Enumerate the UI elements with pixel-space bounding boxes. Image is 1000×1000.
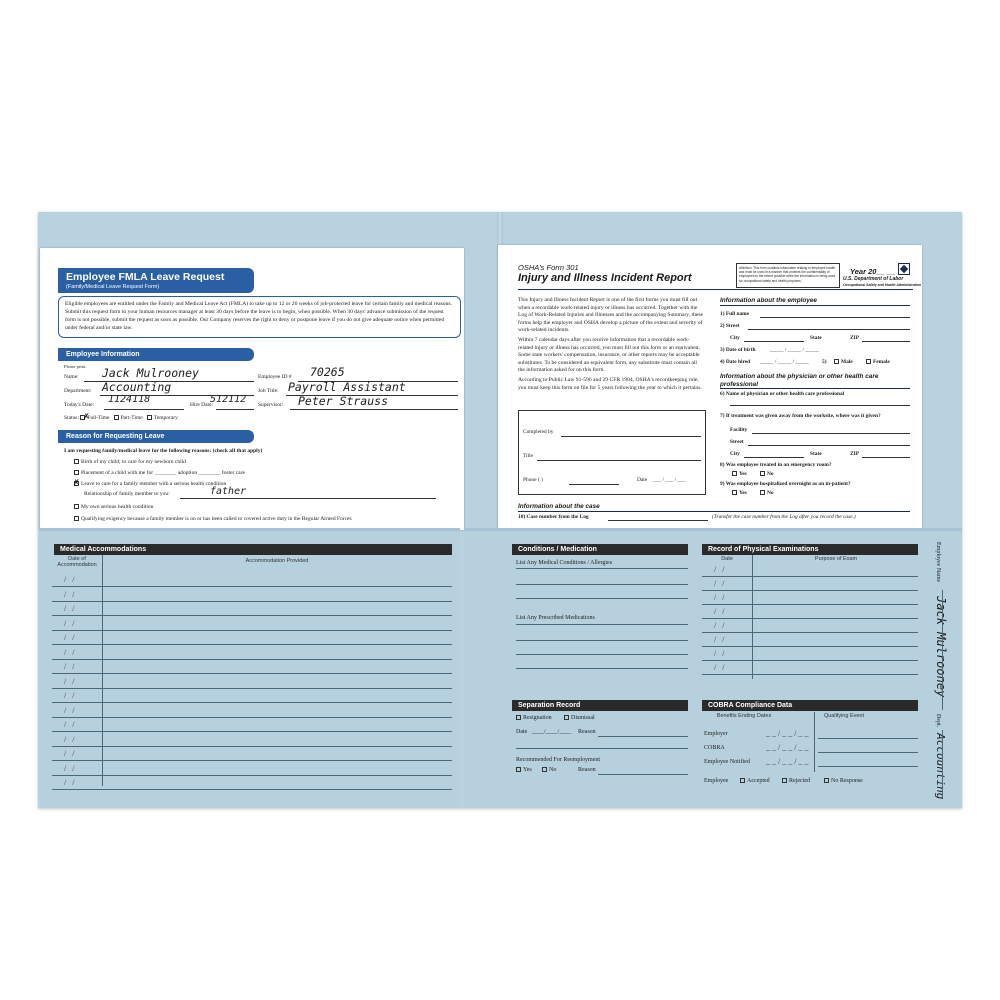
todays-date-line [104,409,184,410]
accommodation-column-header: Accommodation Provided [245,558,309,564]
dismissal-checkbox[interactable] [564,715,569,720]
title-label: Title [523,453,533,459]
accommodation-date[interactable]: / / [64,691,77,700]
hosp-no: No [760,490,774,496]
resignation-checkbox[interactable] [516,715,521,720]
medications-line[interactable] [516,640,688,641]
date-label: Date [637,477,648,483]
accommodation-row[interactable] [52,760,452,761]
relationship-line [180,498,436,499]
female-checkbox[interactable] [866,359,871,364]
facility-city-label: City [730,451,740,457]
facility-zip-label: ZIP [850,451,859,457]
cobra-employer-label: Employer [704,731,728,737]
date-hired-slashes: _____ / _____ / _____ [760,359,809,365]
accommodation-row[interactable] [52,673,452,674]
exam-row[interactable] [702,674,918,675]
accommodation-row[interactable] [52,775,452,776]
cobra-notified-label: Employee Notified [704,759,750,765]
female-option: Female [866,359,890,365]
osha-paragraph: This Injury and Illness Incident Report is one of the first forms you must fill out when a recordable work-related injury or illness has occurred. Together with the Log of Work-Related Injuries and Illnesses and the accompanying Summary, these forms help the employer and OSHA develop a picture of the extent and severity of work-related incidents. [518,297,704,334]
resignation-option: Resignation [516,715,552,721]
date-slashes: ___ / ___ / ___ [653,477,686,483]
supervisor-label: Supervisor: [258,402,284,408]
fmla-subtitle: (Family/Medical Leave Request Form) [66,284,160,290]
employee-id-value[interactable]: 70265 [310,365,345,379]
hospitalized-question: 9) Was employee hospitalized overnight as an in-patient? [720,481,851,487]
cobra-employee-label: Employee [704,778,729,784]
relationship-label: Relationship of family member to you: [84,491,170,497]
accommodation-date[interactable]: / / [64,676,77,686]
job-title-label: Job Title: [258,388,279,394]
accommodation-date[interactable]: / / [64,662,77,671]
status-label: Status: [64,415,79,421]
accommodation-date[interactable]: / / [64,778,77,787]
exam-date[interactable]: / / [714,621,727,630]
osha-year: Year 20__ __ [850,267,896,276]
cobra-event-line[interactable] [818,752,918,753]
rehire-reason-line[interactable] [598,774,688,775]
accommodation-row[interactable] [52,717,452,718]
exam-row[interactable] [702,660,918,661]
accommodation-date[interactable]: / / [64,720,77,729]
please-print-note: Please print. [64,364,87,369]
rehire-reason-label: Reason [578,767,596,773]
conditions-line[interactable] [516,568,688,569]
job-title-value[interactable]: Payroll Assistant [288,380,406,394]
accommodation-row[interactable] [52,702,452,703]
tab-name-label: Employee Name [935,542,941,583]
department-value[interactable]: Accounting [102,380,172,394]
male-checkbox[interactable] [834,359,839,364]
supervisor-value[interactable]: Peter Strauss [298,394,389,408]
accommodation-row[interactable] [52,630,452,631]
er-yes-checkbox[interactable] [732,471,737,476]
dob-label: 3) Date of birth [720,347,756,353]
date-column-header: Date of Accommodation [57,556,97,568]
status-parttime-checkbox[interactable] [114,415,119,420]
osha-paragraph: Within 7 calendar days after you receive information that a recordable work-related injury or illness has occurred, you must fill out this form or an equivalent. Some state workers' compensation, insurance, or other reports may be acceptable substitutes. To be considered an equivalent form, any substitute must contain all the information asked for on this form. [518,336,701,374]
exam-date[interactable]: / / [714,565,727,574]
sep-date-label: Date [516,729,528,735]
employee-id-label: Employee ID # [258,374,292,380]
accommodation-date[interactable]: / / [64,589,77,599]
reason-item: Qualifying exigency because a family member is on or has been called to covered active duty in the Regular Armed Forces [74,516,352,523]
facility-zip-line[interactable] [862,457,910,458]
city-label: City [730,335,740,341]
exam-purpose-header: Purpose of Exam [814,556,858,562]
status-parttime-label: Part-Time [120,415,143,421]
facility-street-label: Street [730,439,744,445]
er-question: 8) Was employee treated in an emergency room? [720,462,832,468]
zip-label: ZIP [850,335,859,341]
medications-line[interactable] [516,668,688,669]
todays-date-value[interactable]: 1124118 [108,394,151,405]
rehire-yes-checkbox[interactable] [516,767,521,772]
fmla-intro: Eligible employees are entitled under the Family and Medical Leave Act (FMLA) to take up to 12 or 26 weeks of job-protected leave for certain family and medical reasons. Submit this request form to your human resources manager at least 30 days before the leave is to begin, when possible. When 30 days' advance submission of the request form is not possible, submit the request as soon as possible. Our Company reserves the right to deny or postpone leave if you do not give adequate notice when permitted under federal and/or state law. [58,296,461,338]
sep-reason-line[interactable] [598,736,688,737]
employee-info-heading: Information about the employee [720,297,817,304]
accommodation-row[interactable] [52,731,452,732]
reason-checkbox[interactable] [74,459,79,464]
hire-date-value[interactable]: 512112 [210,394,247,405]
date-hired-label: 4) Date hired [720,359,751,365]
case-info-heading: Information about the case [518,503,600,510]
facility-street-line[interactable] [748,445,910,446]
street-line[interactable] [748,329,910,330]
reason-header: Reason for Requesting Leave [58,430,254,443]
zip-line[interactable] [862,341,910,342]
fmla-leave-request-form [40,248,464,530]
medical-accommodations-bar: Medical Accommodations [54,544,452,555]
case-number-label: 10) Case number from the Log [518,514,589,520]
facility-city-line[interactable] [744,457,804,458]
conditions-line[interactable] [516,584,688,585]
conditions-label: List Any Medical Conditions / Allergies [516,560,613,566]
street-label: 2) Street [720,323,740,329]
case-number-line[interactable] [608,520,708,521]
case-info-rule [518,511,910,512]
exam-row[interactable] [702,632,918,633]
separation-bar: Separation Record [512,700,688,711]
accommodation-date[interactable]: / / [64,633,77,642]
sep-reason-line[interactable] [516,748,688,749]
reason-item: Placement of a child with me for ________ adoption ________ foster care [74,470,245,477]
cobra-rejected: Rejected [782,778,810,784]
facility-line[interactable] [752,433,910,434]
osha-instructions [518,297,704,394]
tab-name-line [942,590,943,710]
osha-paragraph: According to Public Law 91-596 and 29 CFR 1904, OSHA's recordkeeping rule, you must keep this form on file for 5 years following the year to which it pertains. [518,376,702,391]
tab-name-value[interactable]: Jack Mulrooney [934,596,948,698]
status-temporary-label: Temporary [153,415,178,421]
osha-attention-box: Attention: This form contains information relating to employee health and must be used in a manner that protects the confidentiality of employees to the extent possible while the information is being used for occupational safety and health purposes. [736,263,840,288]
left-pocket [40,528,460,808]
sep-date-slashes: ____/____/____ [532,729,572,735]
city-line[interactable] [744,341,804,342]
rehire-no: No [542,767,556,773]
accommodation-date[interactable]: / / [64,575,77,584]
reason-intro: I am requesting family/medical leave for the following reasons: (check all that apply) [64,448,263,454]
accommodation-date[interactable]: / / [64,763,77,773]
case-note: (Transfer the case number from the Log after you record the case.) [712,514,856,520]
treatment-location-label: 7) If treatment was given away from the worksite, where was it given? [720,413,881,419]
tab-dept-block [932,714,950,799]
osha-dept-name: U.S. Department of Labor [843,276,904,282]
facility-state-label: State [810,451,822,457]
exams-bar: Record of Physical Examinations [702,544,918,555]
cobra-notified-date[interactable]: __/__/__ [766,757,811,766]
accommodation-row[interactable] [52,615,452,616]
hosp-yes-checkbox[interactable] [732,490,737,495]
name-value[interactable]: Jack Mulrooney [102,366,199,380]
accommodation-row[interactable] [52,601,452,602]
reason-item: My own serious health condition [74,504,153,511]
employee-info-rule [720,305,910,306]
exam-date[interactable]: / / [714,579,727,588]
cobra-event-line[interactable] [818,738,918,739]
physician-name-line[interactable] [730,405,910,406]
osha-dept [843,277,921,288]
completed-by-box [518,410,706,495]
medications-label: List Any Prescribed Medications [516,615,595,621]
osha-dept-sub: Occupational Safety and Health Administration [843,282,922,287]
sep-reason-label: Reason [578,729,596,735]
full-name-label: 1) Full name [720,311,750,317]
fmla-title-bar [58,268,254,293]
exam-date[interactable]: / / [714,607,727,616]
exam-row[interactable] [702,646,918,647]
cobra-employer-date[interactable]: __/__/__ [766,729,811,738]
fmla-title: Employee FMLA Leave Request [66,271,225,283]
cobra-bar: COBRA Compliance Data [702,700,918,711]
cobra-cobra-date[interactable]: __/__/__ [766,743,811,752]
exam-row[interactable] [702,576,918,577]
reason-checkbox[interactable] [74,504,79,509]
tab-dept-value[interactable]: Accounting [934,733,947,800]
accommodation-row[interactable] [52,644,452,645]
er-yes: Yes [732,471,747,477]
relationship-value[interactable]: father [210,486,247,497]
hosp-no-checkbox[interactable] [760,490,765,495]
cobra-accepted-checkbox[interactable] [740,778,745,783]
full-name-line[interactable] [760,317,910,318]
accommodation-date[interactable]: / / [64,749,77,758]
hire-date-label: Hire Date: [190,402,214,408]
right-pocket [464,528,962,808]
status-fulltime-label: Full-Time [87,415,110,421]
exam-date[interactable]: / / [714,663,727,672]
er-no-checkbox[interactable] [760,471,765,476]
exam-date-header: Date [721,556,733,562]
state-label: State [810,335,822,341]
osha-title-rule [518,289,913,290]
tab-dept-label: Dept. [935,714,941,728]
male-option: Male [834,359,853,365]
cobra-cobra-label: COBRA [704,745,725,751]
physician-info-rule [720,388,910,389]
exam-row[interactable] [702,590,918,591]
physician-info-heading: Information about the physician or other health care professional [720,373,879,388]
osha-form-number: OSHA's Form 301 [518,263,579,272]
cobra-column-divider [814,712,815,772]
dob-slashes: _____ / _____ / _____ [770,347,819,353]
reason-checkbox[interactable] [74,516,79,521]
osha-title: Injury and Illness Incident Report [518,272,692,284]
accommodation-date[interactable]: / / [64,618,77,628]
title-line[interactable] [537,460,701,461]
department-label: Department: [64,388,92,394]
rehire-no-checkbox[interactable] [542,767,547,772]
hire-date-line [216,409,254,410]
todays-date-label: Today's Date: [64,402,95,408]
status-temporary-checkbox[interactable] [147,415,152,420]
completed-by-label: Completed by [523,429,554,435]
dol-logo-icon [898,263,910,275]
accommodation-row[interactable] [52,586,452,587]
rehire-label: Recommended For Reemployment [516,757,600,763]
physician-name-label: 6) Name of physician or other health care professional [720,391,845,397]
conditions-line[interactable] [516,598,688,599]
exam-row[interactable] [702,604,918,605]
cobra-accepted: Accepted [740,778,770,784]
er-no: No [760,471,774,477]
facility-label: Facility [730,427,748,433]
accommodation-row[interactable] [52,688,452,689]
supervisor-line [290,409,458,410]
accommodation-date[interactable]: / / [64,734,77,744]
accommodation-row[interactable] [52,746,452,747]
exam-date[interactable]: / / [714,635,727,644]
completed-by-line[interactable] [561,436,701,437]
column-divider [102,555,103,786]
dismissal-option: Dismissal [564,715,595,721]
reason-checkbox[interactable] [74,470,79,475]
exam-date[interactable]: / / [714,593,727,602]
exam-row[interactable] [702,618,918,619]
employee-info-header: Employee Information [58,348,254,361]
gender-number: 5) [822,359,827,365]
exam-date[interactable]: / / [714,649,727,658]
cobra-col2-header: Qualifying Event [823,713,865,719]
hosp-yes: Yes [732,490,747,496]
medications-line[interactable] [516,624,688,625]
tab-dept-line [942,730,943,798]
accommodation-date[interactable]: / / [64,705,77,715]
tab-label-block [932,542,950,697]
conditions-bar: Conditions / Medication [512,544,688,555]
cobra-col1-header: Benefits Ending Dates [716,713,772,719]
cobra-event-line[interactable] [818,766,918,767]
reason-check-mark: ✗ [73,478,80,487]
name-label: Name: [64,374,79,380]
status-row [64,415,178,422]
accommodation-row[interactable] [52,659,452,660]
cobra-no-response-checkbox[interactable] [824,778,829,783]
rehire-yes: Yes [516,767,532,773]
reason-item: Birth of my child; to care for my newborn child [74,459,186,466]
accommodation-date[interactable]: / / [64,647,77,657]
reason-item: Leave to care for a family member with a serious health condition [74,481,226,488]
accommodation-row[interactable] [52,789,452,790]
phone-line[interactable] [569,484,619,485]
status-fulltime-check-mark: ✗ [83,412,90,421]
osha-301-form [498,245,922,530]
cobra-no-response: No Response [824,778,863,784]
medications-line[interactable] [516,654,688,655]
cobra-rejected-checkbox[interactable] [782,778,787,783]
phone-label: Phone ( ) [523,477,543,483]
accommodation-date[interactable]: / / [64,604,77,613]
